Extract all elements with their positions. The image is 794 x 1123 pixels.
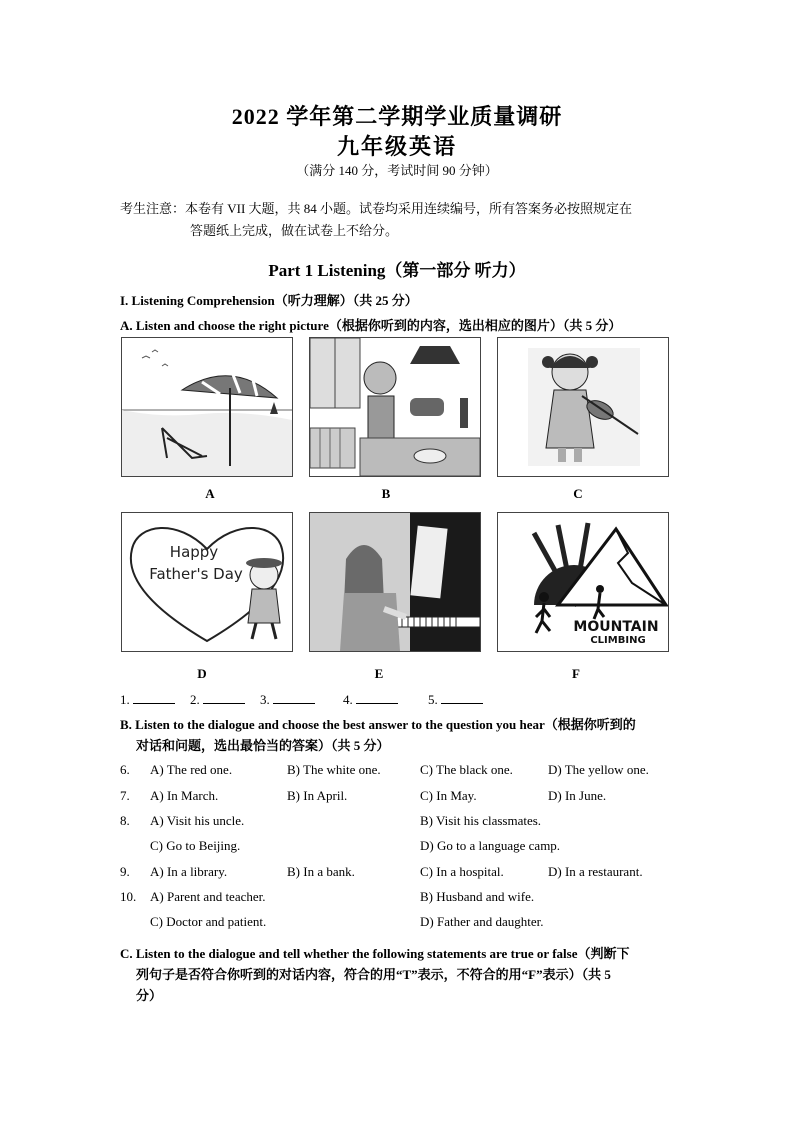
question-number: 7.	[120, 788, 130, 803]
picture-f-mountain-climbing	[497, 512, 669, 652]
picture-label-d: D	[197, 666, 207, 681]
notice-line-2: 答题纸上完成，做在试卷上不给分。	[190, 223, 399, 238]
picture-label-c: C	[573, 486, 583, 501]
option-d[interactable]: D) The yellow one.	[548, 762, 649, 777]
option-b[interactable]: B) In April.	[287, 788, 348, 803]
answer-blank-4[interactable]: 4.	[343, 691, 398, 708]
picture-c-violin	[497, 337, 669, 477]
section-B-heading	[120, 714, 700, 756]
picture-label-f: F	[572, 666, 580, 681]
option-a[interactable]: A) The red one.	[150, 762, 233, 777]
section-B-line-2: 对话和问题，选出最恰当的答案）（共 5 分）	[136, 738, 390, 753]
option-b[interactable]: B) Husband and wife.	[420, 889, 535, 904]
section-C-line-3: 分）	[136, 988, 163, 1003]
picture-label-b: B	[381, 486, 391, 501]
option-b[interactable]: B) Visit his classmates.	[420, 813, 542, 828]
mountain-text: MOUNTAIN	[573, 619, 659, 635]
question-number: 9.	[120, 864, 130, 879]
section-C-line-2: 列句子是否符合你听到的对话内容，符合的用“T”表示，不符合的用“F”表示）（共 5	[136, 967, 611, 982]
exam-notice	[120, 198, 680, 242]
option-d[interactable]: D) Father and daughter.	[420, 914, 544, 929]
card-happy-text: Happy	[169, 543, 219, 561]
answer-blank-3[interactable]: 3.	[260, 691, 315, 708]
picture-label-a: A	[205, 486, 215, 501]
kitchen-image	[310, 338, 480, 476]
question-number: 10.	[120, 889, 137, 904]
option-b[interactable]: B) In a bank.	[287, 864, 355, 879]
part-title: Part 1 Listening（第一部分 听力）	[268, 261, 526, 280]
answer-blank-1[interactable]: 1.	[120, 691, 175, 708]
section-I-heading: I. Listening Comprehension（听力理解）（共 25 分）	[120, 293, 418, 308]
section-C-line-1: C. Listen to the dialogue and tell whether the following statements are true or false（判断下	[120, 946, 630, 961]
option-a[interactable]: A) Parent and teacher.	[150, 889, 266, 904]
section-B-line-1: B. Listen to the dialogue and choose the best answer to the question you hear（根据你听到的	[120, 717, 636, 732]
girl-violin-image	[498, 338, 668, 476]
option-d[interactable]: D) In a restaurant.	[548, 864, 643, 879]
exam-title: 2022 学年第二学期学业质量调研	[231, 104, 563, 129]
girl-piano-image	[310, 513, 480, 651]
card-fathers-day-text: Father's Day	[149, 565, 243, 583]
section-C-heading	[120, 943, 690, 1006]
section-A-heading: A. Listen and choose the right picture（根据你听到的内容，选出相应的图片）（共 5 分）	[120, 318, 622, 333]
option-d[interactable]: D) In June.	[548, 788, 607, 803]
climbing-text: CLIMBING	[590, 635, 646, 646]
exam-subject: 九年级英语	[336, 134, 457, 159]
option-a[interactable]: A) Visit his uncle.	[150, 813, 245, 828]
question-number: 6.	[120, 762, 130, 777]
option-c[interactable]: C) In a hospital.	[420, 864, 504, 879]
option-a[interactable]: A) In March.	[150, 788, 219, 803]
picture-a-beach	[121, 337, 293, 477]
option-c[interactable]: C) The black one.	[420, 762, 513, 777]
option-a[interactable]: A) In a library.	[150, 864, 228, 879]
mountain-climbing-image	[498, 513, 668, 651]
notice-line-1: 考生注意：本卷有 VII 大题，共 84 小题。试卷均采用连续编号，所有答案务必按照规定在	[120, 201, 633, 216]
option-b[interactable]: B) The white one.	[287, 762, 381, 777]
option-d[interactable]: D) Go to a language camp.	[420, 838, 561, 853]
option-c[interactable]: C) Doctor and patient.	[150, 914, 267, 929]
answer-blank-5[interactable]: 5.	[428, 691, 483, 708]
picture-d-fathers-day	[121, 512, 293, 652]
fathers-day-card-image	[122, 513, 292, 651]
answer-blank-2[interactable]: 2.	[190, 691, 245, 708]
picture-b-washing-dishes	[309, 337, 481, 477]
exam-subtitle: （满分 140 分，考试时间 90 分钟）	[296, 163, 498, 178]
question-number: 8.	[120, 813, 130, 828]
option-c[interactable]: C) Go to Beijing.	[150, 838, 241, 853]
picture-label-e: E	[374, 666, 384, 681]
beach-umbrella-image	[122, 338, 292, 476]
option-c[interactable]: C) In May.	[420, 788, 477, 803]
picture-e-piano	[309, 512, 481, 652]
